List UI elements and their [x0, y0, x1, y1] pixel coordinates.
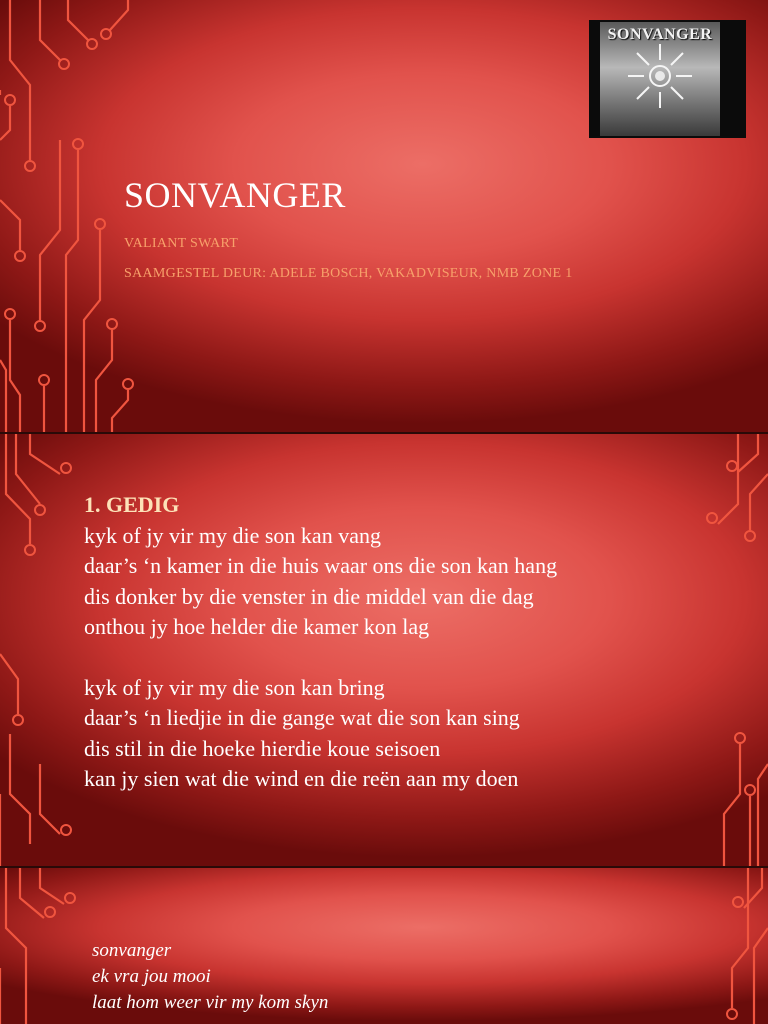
chorus-text	[92, 938, 328, 1016]
title-slide	[0, 0, 768, 432]
stanza-gap	[84, 643, 557, 673]
poem-slide	[0, 434, 768, 866]
poem-line: daar’s ‘n liedjie in die gange wat die son kan sing	[84, 705, 520, 730]
poem-line: dis donker by die venster in die middel van die dag	[84, 583, 534, 609]
album-cover-title: SONVANGER	[607, 26, 713, 43]
poem-text	[84, 490, 557, 795]
poem-line: dis stil in die hoeke hierdie koue seisoen	[84, 735, 441, 761]
chorus-slide	[0, 868, 768, 1024]
circuit-decoration-left	[0, 434, 90, 866]
circuit-decoration-left	[0, 868, 90, 1024]
compiler-subtitle: SAAMGESTEL DEUR: ADELE BOSCH, VAKADVISEUR, NMB ZONE 1	[124, 266, 573, 281]
author-subtitle: VALIANT SWART	[124, 236, 239, 251]
circuit-decoration-left	[0, 0, 150, 432]
poem-line: kan jy sien wat die wind en die reën aan my doen	[84, 766, 519, 791]
poem-line: kyk of jy vir my die son kan vang	[84, 522, 381, 548]
circuit-decoration-right	[678, 868, 768, 1024]
slide-title: SONVANGER	[124, 175, 346, 215]
poem-line: kyk of jy vir my die son kan bring	[84, 674, 385, 700]
chorus-line: ek vra jou mooi	[92, 966, 211, 987]
poem-line: onthou jy hoe helder die kamer kon lag	[84, 614, 430, 639]
album-cover-image	[589, 20, 746, 138]
poem-line: daar’s ‘n kamer in die huis waar ons die son kan hang	[84, 553, 558, 578]
poem-heading: 1. GEDIG	[84, 492, 180, 517]
sun-icon	[626, 42, 694, 110]
circuit-decoration-right	[678, 434, 768, 866]
chorus-line: sonvanger	[92, 940, 172, 961]
chorus-line: laat hom weer vir my kom skyn	[92, 992, 329, 1013]
